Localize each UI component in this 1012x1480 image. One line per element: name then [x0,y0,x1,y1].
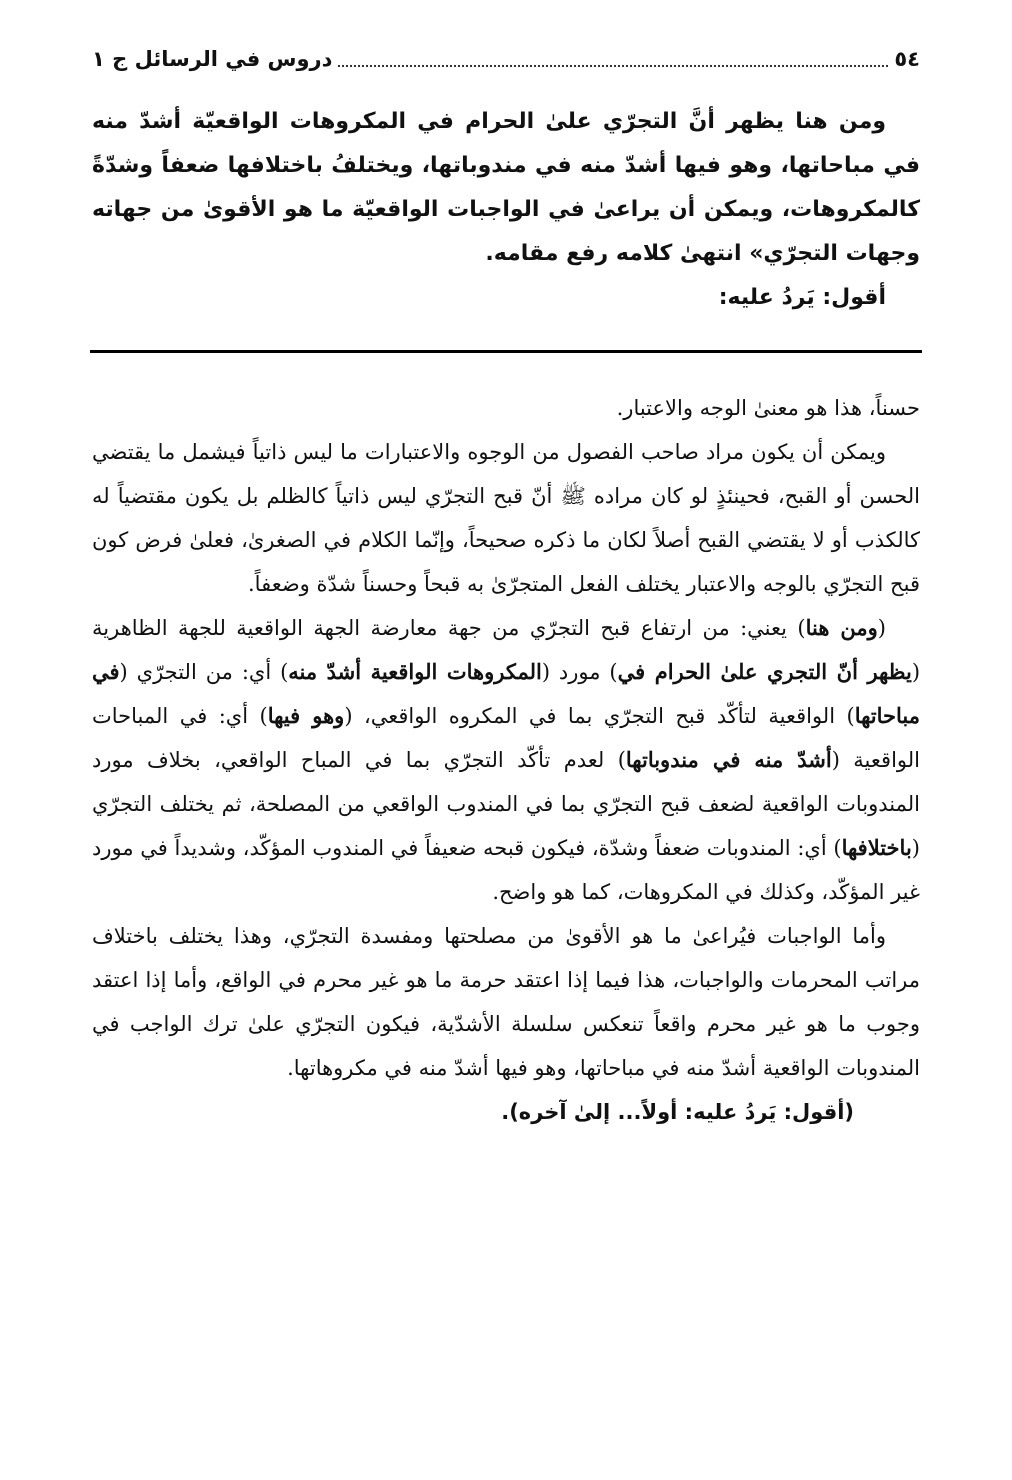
sharh-text [92,386,920,1134]
quoted-matn-fragment: ومن هنا [805,615,878,640]
commentary-fragment: ) لعدم تأكّد التجرّي بما في المباح الواقعي، بخلاف مورد المندوبات الواقعية لضعف قبح التجرّي بما في المندوب الواقعي من المصلحة، ثم يختلف التجرّي ( [92,748,920,860]
sharh-paragraph: وأما الواجبات فيُراعىٰ ما هو الأقوىٰ من مصلحتها ومفسدة التجرّي، وهذا يختلف باختلاف مراتب المحرمات والواجبات، هذا فيما إذا اعتقد حرمة ما هو غير محرم في الواقع، وأما إذا اعتقد وجوب ما هو غير محرم واقعاً تنعكس سلسلة الأشدّية، فيكون التجرّي علىٰ ترك الواجب في المندوبات الواقعية أشدّ منه في مباحاتها، وهو فيها أشدّ منه في مكروهاتها. [92,924,920,1080]
book-title: دروس في الرسائل ج ١ [92,47,333,71]
matn-paragraph: أقول: يَردُ عليه: [718,285,886,310]
commentary-fragment: ) أي: من التجرّي ( [119,660,289,684]
running-header [92,42,920,76]
quoted-matn-fragment: أشدّ منه في مندوباتها [625,747,832,772]
commentary-fragment: ) أي: في المباحات الواقعية ( [92,704,920,772]
matn-paragraph: ومن هنا يظهر أنَّ التجرّي علىٰ الحرام في المكروهات الواقعيّة أشدّ منه في مباحاتها، وهو فيها أشدّ منه في مندوباتها، ويختلفُ باختلافها ضعفاً وشدّةً كالمكروهات، ويمكن أن يراعىٰ في الواجبات الواقعيّة ما هو الأقوىٰ من جهاته وجهات التجرّي» انتهىٰ كلامه رفع مقامه. [92,109,920,266]
commentary-fragment: ) يعني: من ارتفاع قبح التجرّي من جهة معارضة الجهة الواقعية للجهة الظاهرية ( [92,616,921,684]
commentary-fragment: ) مورد ( [541,660,618,684]
quoted-matn-fragment: المكروهات الواقعية أشدّ منه [288,659,542,684]
separator-rule [90,350,922,353]
commentary-fragment: ) الواقعية لتأكّد قبح التجرّي بما في المكروه الواقعي، ( [344,704,855,728]
quoted-matn-fragment: وهو فيها [267,703,345,728]
matn-text [92,100,920,320]
sharh-paragraph-with-quotes [92,606,920,914]
commentary-fragment: ) أي: المندوبات ضعفاً وشدّة، فيكون قبحه ضعيفاً في المندوب المؤكّد، وشديداً في مورد غير المؤكّد، وكذلك في المكروهات، كما هو واضح. [92,836,920,904]
leader-dots [338,51,888,67]
sharh-paragraph: ويمكن أن يكون مراد صاحب الفصول من الوجوه والاعتبارات ما ليس ذاتياً فيشمل ما يقتضي الحسن أو القبح، فحينئذٍ لو كان مراده ﷺ أنّ قبح التجرّي ليس ذاتياً كالظلم بل يكون مقتضياً له كالكذب أو لا يقتضي القبح أصلاً لكان ما ذكره صحيحاً، وإنّما الكلام في الصغرىٰ، فعلىٰ فرض كون قبح التجرّي بالوجه والاعتبار يختلف الفعل المتجرّىٰ به قبحاً وحسناً شدّة وضعفاً. [92,440,920,596]
quoted-matn-fragment: باختلافها [841,835,912,860]
sharh-paragraph: حسناً، هذا هو معنىٰ الوجه والاعتبار. [616,396,920,420]
quoted-matn-fragment: يظهر أنّ التجري علىٰ الحرام في [617,659,912,684]
quoted-matn-fragment: في مباحاتها [92,659,920,728]
sharh-quote-line: (أقول: يَردُ عليه: أولاً... إلىٰ آخره). [501,1100,854,1124]
page-number: ٥٤ [894,47,920,71]
commentary-fragment: ( [877,616,886,640]
